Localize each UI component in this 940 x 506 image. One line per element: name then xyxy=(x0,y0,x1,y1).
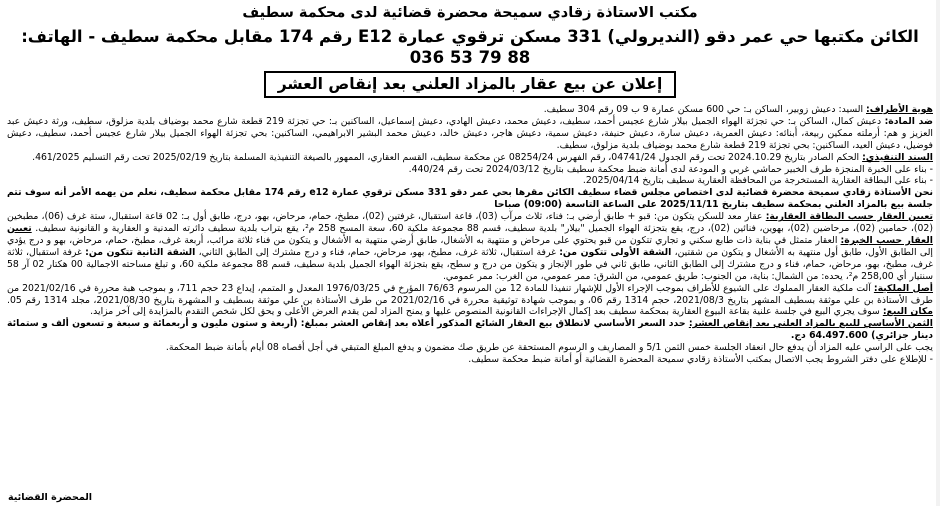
debtors-label: ضد المادة: xyxy=(884,115,933,127)
first-apartment-text: غرفة استقبال، ثلاثة غرف، مطبخ، بهو، مرحاض، حمام، فناء و درج مشترك إلى الطابق الثاني، xyxy=(198,246,556,258)
basis-expert: - بناء على الخبرة المنجزة طرف الخبير حماشي غربي و المودعة لدى أمانة ضبط محكمة سطيف بتاريخ 2024/03/12 تحت رقم 440/24. xyxy=(408,163,933,175)
exec-title-paragraph xyxy=(7,152,933,164)
property-card-text: عقار معد للسكن يتكون من: قبو + طابق أرضي بـ: فناء، ثلاث مرآب (03)، قاعة استقبال، غرفتين (02)، مطبخ، حمام، مرحاض، بهو، درج، طابق أول بـ: 02 قاعة استقبال، ستة غرف (06)، مطبخين (02)، حمامين (02)، مرحاضين (02)، بهوين، فنائين (02)، درج، يقع بتجزئة الهواء الجميل "بيلار" بلدية سطيف، قسم 88 مجموعة ملكية 60، سعة المسح 258 م²، يقع بتراب بلدية سطيف دائرته المدنية و العقارية و القانونية سطيف. xyxy=(7,211,933,235)
ownership-origin-text: آلت ملكية العقار المملوك على الشيوع للأطراف بموجب الإجراء الأول للإشهار تنفيذا للمادة 12 من المرسوم 76/63 المؤرخ في 1976/03/25 المعدل و المتمم، إيداع 23 حجم 711، و بموجب هبة محررة في 2021/02/16 من طرف الأستاذة بن علي موثقة بسطيف المشهر بتاريخ 2021/08/3، حجم 1314 رقم 06، و بموجب شهادة توثيقية محررة في 2021/02/16 من طرف الأستاذة بن علي موثقة بسطيف و المشهرة بتاريخ 2021/08/30، مجلد 1314 رقم 05. xyxy=(7,282,933,306)
creditor-text: السيد: دعيش زوبير، الساكن بـ: حي 600 مسكن عمارة 9 ب 09 رقم 304 سطيف. xyxy=(543,104,864,115)
sale-place-text: سوف يجري البيع في جلسة علنية بقاعة البيوع العقارية بمحكمة سطيف بعد إكمال الإجراءات القانونية المنصوص عليها و يمنح المزاد لمن يقدم العرض الأعلى و يحق لكل شخص التقدم بالمزايدة إلى آخر مزايد. xyxy=(90,306,880,318)
price-paragraph xyxy=(7,318,933,342)
base-price-text: حدد السعر الأساسي لانطلاق بيع العقار الشائع المذكور أعلاه بعد إنقاص العشر بمبلغ: (أربعة و ستون مليون و أربعمائة و سبعة و تسعون ألف و ستمائة دينار جزائري) 64.497.600 دج. xyxy=(7,318,933,342)
bailiff-office-title: مكتب الاستاذة زقادي سميحة محضرة قضائية لدى محكمة سطيف xyxy=(242,5,698,21)
exec-title-text: الحكم الصادر بتاريخ 2024.10.29 تحت رقم الجدول 04741/24، رقم الفهرس 08254/24 عن محكمة سطيف، القسم العقاري، الممهور بالصيغة التنفيذية المسلمة بتاريخ 2025/02/19 تحت رقم التسليم 461/2025. xyxy=(32,151,860,163)
origin-paragraph xyxy=(7,283,933,319)
office-address-phone: الكائن مكتبها حي عمر دقو (النديرولي) 331 مسكن ترقوي عمارة E12 رقم 174 مقابل محكمة سطيف - الهاتف: 88 79 53 036 xyxy=(21,27,919,67)
property-expert-label: تعيين العقار حسب الخبرة: xyxy=(7,223,933,246)
basis-land-card: - بناء على البطاقة العقارية المستخرجة من المحافظة العقارية سطيف بتاريخ 2025/04/14. xyxy=(582,175,933,187)
banner-row xyxy=(7,71,933,98)
signature-block: المحضرة القضائية xyxy=(8,492,93,503)
property-paragraph xyxy=(7,211,933,282)
auction-notice: نحن الأستاذة زقادي سميحة محضرة قضائية لدى اختصاص مجلس قضاء سطيف الكائن مقرها بحي عمر دقو 331 مسكن ترقوي عمارة e12 رقم 174 مقابل محكمة سطيف، نعلم من يهمه الأمر أنه سوف تتم جلسة بيع بالمزاد العلني بمحكمة سطيف بتاريخ 2025/11/11 على الساعة التاسعة (09:00) صباحا xyxy=(7,187,933,211)
ownership-origin-label: أصل الملكية: xyxy=(873,282,933,294)
first-apartment-label: الشقة الأولى تتكون من: xyxy=(559,246,672,258)
payment-condition: يجب على الراسي عليه المزاد أن يدفع حال انعقاد الجلسة خمس الثمن 5/1 و المصاريف و الرسوم المستحقة عن طريق صك مضمون و يدفع المبلغ المتبقي في أجل أقصاه 08 أيام بأمانة ضبط المحكمة. xyxy=(165,342,933,354)
notice-body xyxy=(7,104,933,366)
property-expert-text: العقار متمثل في بناية ذات طابع سكني و تجاري تتكون من قبو يحتوي على مرحاض و منتهية به الأشغال، طابق أرضي منتهية به الأشغال و يتكون من فناء ثلاثة مرائب، أربعة غرف، مطبخ، حمام، مرحاض، بهو و درج يؤدي إلى الطابق الأول، طابق أول منتهية به الأشغال و يتكون من شقتين، xyxy=(7,234,933,258)
specs-condition: - للإطلاع على دفتر الشروط يجب الاتصال بمكتب الأستاذة زقادي سميحة المحضرة القضائية أو أمانة ضبط محكمة سطيف. xyxy=(468,354,933,366)
scan-edge xyxy=(936,0,940,506)
sale-place-label: مكان البيع: xyxy=(882,306,933,318)
auction-banner-title: إعلان عن بيع عقار بالمزاد العلني بعد إنقاص العشر xyxy=(264,71,677,98)
property-card-label: تعيين العقار حسب البطاقة العقارية: xyxy=(765,211,933,223)
exec-title-label: السند التنفيذي: xyxy=(862,151,933,163)
debtors-paragraph xyxy=(7,116,933,152)
second-apartment-label: الشقة الثانية تتكون من: xyxy=(85,246,196,258)
base-price-label: الثمن الأساسي للبيع بالمزاد العلني بعد إنقاص العشر: xyxy=(688,318,933,330)
parties-paragraph xyxy=(7,104,933,116)
parties-label: هوية الأطراف: xyxy=(866,104,933,115)
debtors-text: دعيش كمال، الساكن بـ: حي تجزئة الهواء الجميل بيلار شارع عجيس أحمد، سطيف، دعيش محمد، دعيش الهادي، دعيش إسماعيل، الساكنين بـ: حي تجزئة 219 قطعة شارع محمد بوضياف بلدية مزلوق، سطيف، ورثة دعيش عبد العزيز و هم: أرملته ممكين ربيعة، أبنائه: دعيش العمرية، دعيش سارة، دعيش حنيفة، دعيش سمية، دعيش هاجر، دعيش خالد، دعيش محمد البشير الابراهيمي، الساكنين: بحي تجزئة الهواء الجميل بيلار شارع عجيس أحمد، سطيف، دعيش فوضيل، دعيش العيد، الساكنين: بحي تجزئة 219 قطعة شارع محمد بوضياف بلدية مزلوق، سطيف. xyxy=(7,115,933,151)
second-apartment-text: غرفة استقبال، ثلاثة غرف، مطبخ، بهو، مرحاض، حمام، فناء و درج مشترك إلى الطابق الثاني، طابق ثاني في طور الإنجاز و يتكون من درج و سطح، يقع بتجزئة الهواء الجميل بلدية سطيف، قسم 88 مجموعة ملكية 60، و تبلغ مساحته الاجمالية 00 هكتار 02 آر 58 سنتيار أي 258,00 م²، يحده: من الشمال: بناية، من الجنوب: طريق عمومي، من الشرق: ممر عمومي، من الغرب: ممر عمومي. xyxy=(7,246,934,282)
